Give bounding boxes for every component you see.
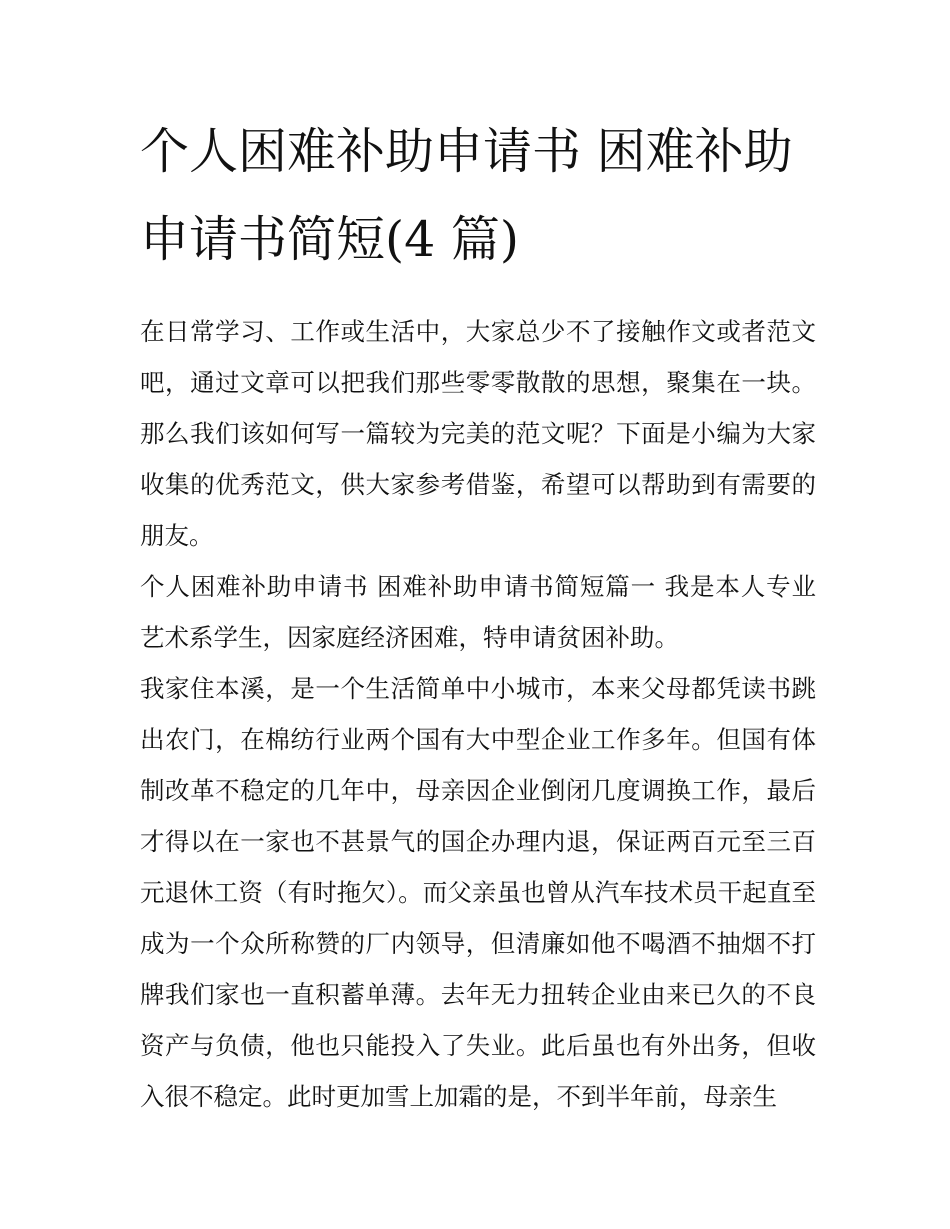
document-body xyxy=(140,306,816,1122)
document-page xyxy=(140,108,816,1122)
document-title: 个人困难补助申请书 困难补助申请书简短(4 篇) xyxy=(140,123,793,268)
body-paragraph-family: 我家住本溪，是一个生活简单中小城市，本来父母都凭读书跳出农门，在棉纺行业两个国有大中型企业工作多年。但国有体制改革不稳定的几年中，母亲因企业倒闭几度调换工作，最后才得以在一家也不甚景气的国企办理内退，保证两百元至三百元退休工资（有时拖欠）。而父亲虽也曾从汽车技术员干起直至成为一个众所称赞的厂内领导，但清廉如他不喝酒不抽烟不打牌我们家也一直积蓄单薄。去年无力扭转企业由来已久的不良资产与负债，他也只能投入了失业。此后虽也有外出务，但收入很不稳定。此时更加雪上加霜的是，不到半年前，母亲生 xyxy=(140,674,816,1111)
body-paragraph-section-one: 个人困难补助申请书 困难补助申请书简短篇一 我是本人专业艺术系学生，因家庭经济困难，特申请贫困补助。 xyxy=(140,572,816,652)
body-paragraph-intro: 在日常学习、工作或生活中，大家总少不了接触作文或者范文吧，通过文章可以把我们那些零零散散的思想，聚集在一块。那么我们该如何写一篇较为完美的范文呢？下面是小编为大家收集的优秀范文，供大家参考借鉴，希望可以帮助到有需要的朋友。 xyxy=(140,317,816,550)
